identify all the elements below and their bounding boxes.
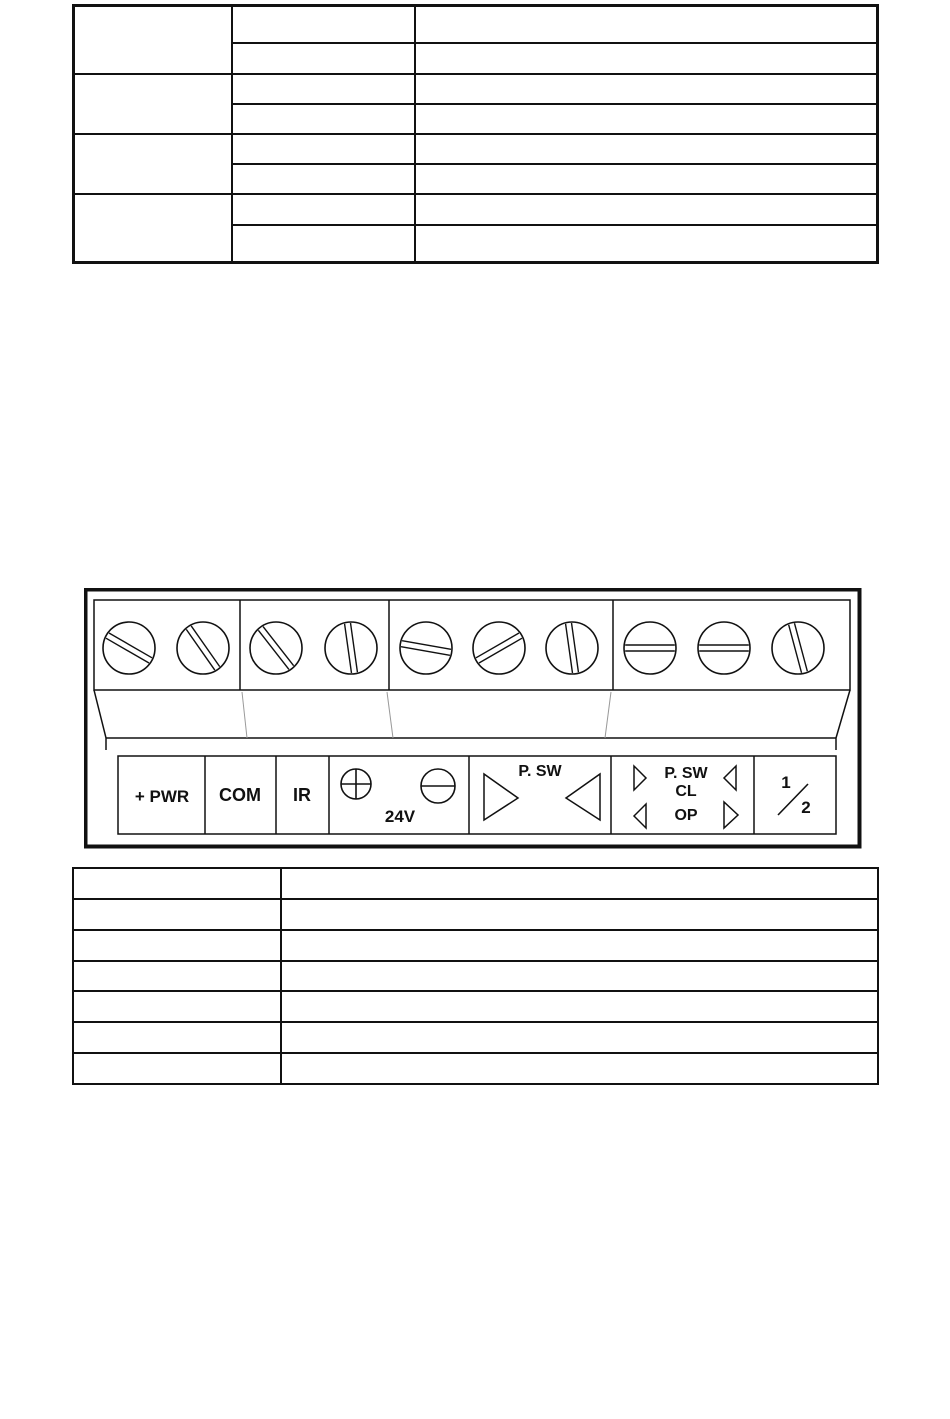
table-cell [415,134,878,164]
group-cell-3 [74,134,232,194]
screw-head [177,622,229,674]
table-cell [232,104,415,134]
table-cell [73,930,281,961]
screw-icon [624,622,676,674]
table-cell [415,225,878,263]
group-cell-1 [74,6,232,74]
table-cell [73,1053,281,1084]
label-op: OP [674,807,698,824]
group-cell-2 [74,74,232,134]
table-cell [73,961,281,992]
table-cell [281,899,878,930]
table-cell [73,991,281,1022]
table-cell [232,194,415,224]
table-cell [281,1022,878,1053]
screw-icon [250,622,302,674]
plus-symbol [341,769,371,799]
table-cell [281,868,878,899]
label-fraction-denominator: 2 [801,798,811,817]
table-cell [415,6,878,44]
screw-icon [772,622,824,674]
screw-head [473,622,525,674]
table-cell [232,134,415,164]
label-ir: IR [293,785,311,805]
table-cell [415,74,878,104]
table-cell [232,74,415,104]
screw-head [698,622,750,674]
label-com: COM [219,785,261,805]
table-cell [232,225,415,263]
table-cell [232,6,415,44]
table-cell [281,991,878,1022]
group-cell-4 [74,194,232,262]
screw-icon [325,622,377,674]
label-pwr: + PWR [134,787,190,806]
label-psw-2: P. SW [664,765,708,782]
terminal-block-diagram [84,588,864,850]
table-cell [73,1022,281,1053]
bottom-table [72,867,879,1085]
screw-icon [177,622,229,674]
screw-icon [698,622,750,674]
screw-head [772,622,824,674]
screw-icon [400,622,452,674]
table-cell [415,194,878,224]
screw-icon [546,622,598,674]
screw-head [624,622,676,674]
table-cell [415,43,878,73]
table-cell [281,961,878,992]
table-cell [415,164,878,194]
top-table [72,4,879,264]
label-psw: P. SW [518,763,562,780]
label-24v: 24V [384,807,416,826]
label-cl: CL [675,783,697,800]
table-cell [232,164,415,194]
screw-icon [103,622,155,674]
table-cell [281,1053,878,1084]
screw-icon [473,622,525,674]
table-cell [281,930,878,961]
table-cell [73,899,281,930]
screw-head [250,622,302,674]
table-cell [73,868,281,899]
label-fraction-numerator: 1 [781,773,791,792]
table-cell [415,104,878,134]
screw-head [103,622,155,674]
table-cell [232,43,415,73]
